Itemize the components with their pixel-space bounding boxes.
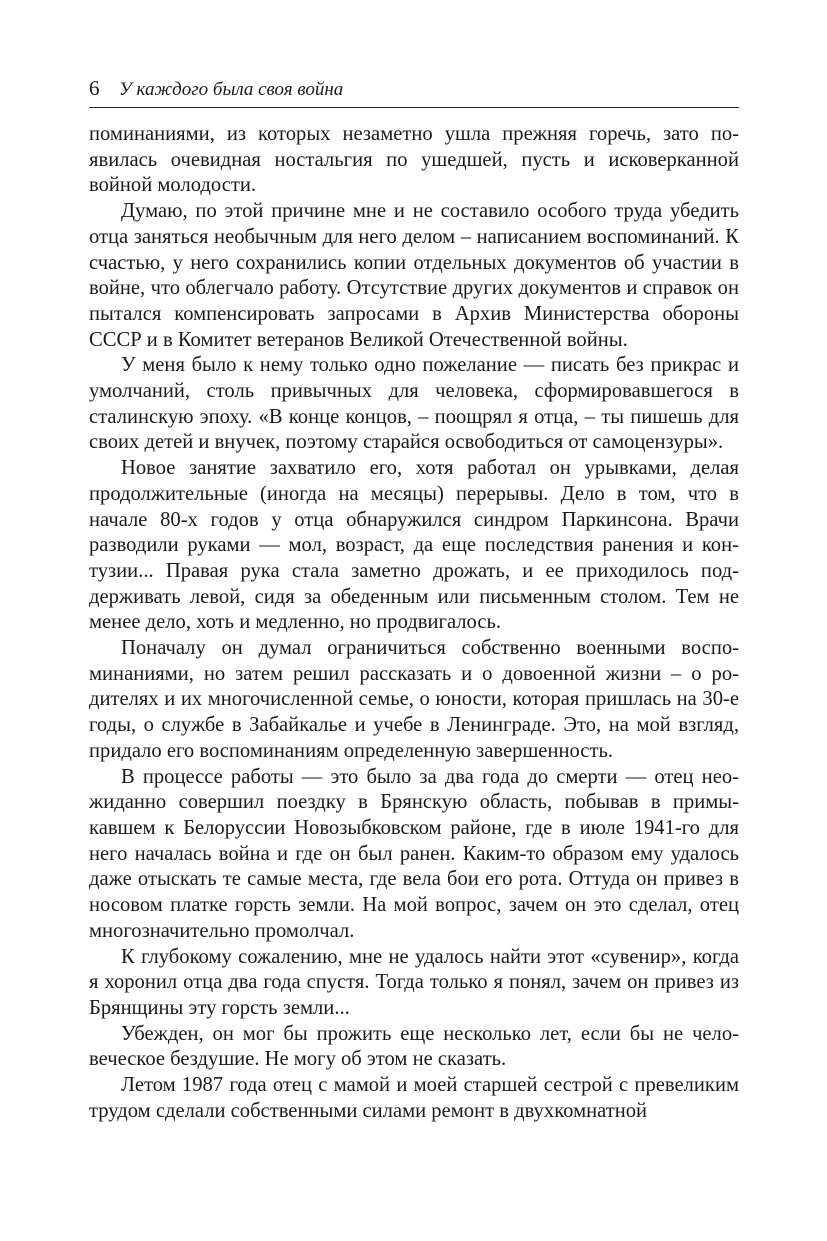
paragraph: В процессе работы — это было за два года до смерти — отец неожиданно совершил поездку в Брянскую область, побывав в примыкавшем к Белоруссии Новозыбковском районе, где в июле 1941-го для него началась война и где он был ранен. Каким-то образом ему удалось даже отыскать те самые места, где вела бои его рота. Оттуда он привез в носовом платке горсть земли. На мой вопрос, зачем он это сделал, отец многозначительно промолчал. xyxy=(89,765,739,942)
paragraph: поминаниями, из которых незаметно ушла прежняя горечь, зато появилась очевидная ностальгия по ушедшей, пусть и исковерканной войной молодости. xyxy=(89,123,739,197)
paragraph: К глубокому сожалению, мне не удалось найти этот «сувенир», когда я хоронил отца два года спустя. Тогда только я понял, зачем он привез из Брянщины эту горсть земли... xyxy=(89,945,739,1019)
body-text xyxy=(89,122,739,1124)
paragraph: Поначалу он думал ограничиться собственно военными воспоминаниями, но затем решил рассказать и о довоенной жизни – о родителях и их многочисленной семье, о юности, которая пришлась на 30-е годы, о службе в Забайкалье и учебе в Ленинграде. Это, на мой взгляд, придало его воспоминаниям определенную завершенность. xyxy=(89,637,739,762)
book-page xyxy=(89,76,739,1124)
paragraph: Думаю, по этой причине мне и не составило особого труда убедить отца заняться необычным для него делом – написанием воспоминаний. К счастью, у него сохранились копии отдельных документов об участии в войне, что облегчало работу. Отсутствие других документов и справок он пытался компенсировать запросами в Архив Министерства обороны СССР и в Комитет ветеранов Великой Отечественной войны. xyxy=(89,200,739,351)
running-title: У каждого была своя война xyxy=(119,79,344,100)
paragraph: Убежден, он мог бы прожить еще несколько лет, если бы не человеческое бездушие. Не могу об этом не сказать. xyxy=(89,1022,739,1071)
paragraph: Новое занятие захватило его, хотя работал он урывками, делая продолжительные (иногда на месяцы) перерывы. Дело в том, что в начале 80-х годов у отца обнаружился синдром Паркинсона. Врачи разводили руками — мол, возраст, да еще последствия ранения и контузии... Правая рука стала заметно дрожать, и ее приходилось поддерживать левой, сидя за обеденным или письменным столом. Тем не менее дело, хоть и медленно, но продвигалось. xyxy=(89,457,739,634)
paragraph: У меня было к нему только одно пожелание — писать без прикрас и умолчаний, столь привычных для человека, сформировавшегося в сталинскую эпоху. «В конце концов, – поощрял я отца, – ты пишешь для своих детей и внучек, поэтому старайся освободиться от самоцензуры». xyxy=(89,354,739,454)
page-number: 6 xyxy=(89,76,100,100)
running-head xyxy=(89,76,739,108)
paragraph: Летом 1987 года отец с мамой и моей старшей сестрой с превеликим трудом сделали собственными силами ремонт в двухкомнатной xyxy=(89,1074,739,1122)
